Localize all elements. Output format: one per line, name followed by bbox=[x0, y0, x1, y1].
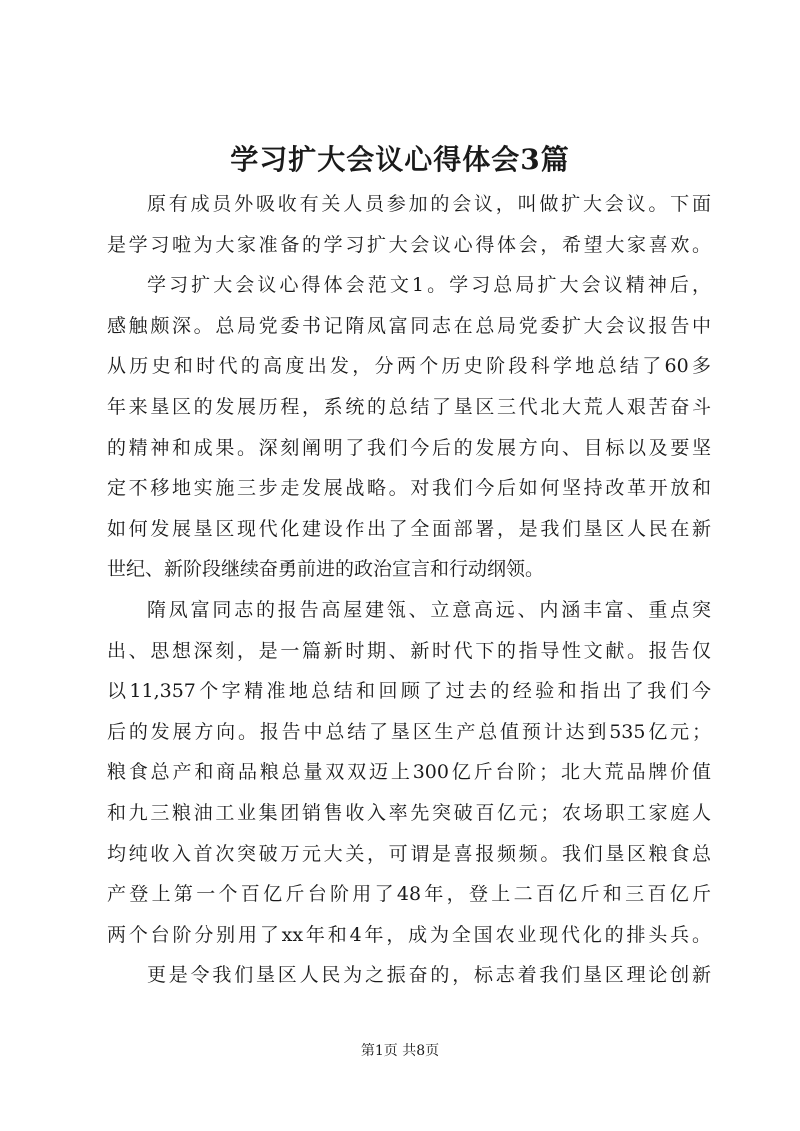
text-line: 隋凤富同志的报告高屋建瓴、立意高远、内涵丰富、重点突 bbox=[147, 598, 711, 621]
page-number-footer: 第1页 共8页 bbox=[360, 1043, 440, 1059]
text-line: 两个台阶分别用了xx年和4年，成为全国农业现代化的排头兵。 bbox=[107, 923, 711, 946]
text-line: 出、思想深刻，是一篇新时期、新时代下的指导性文献。报告仅 bbox=[107, 639, 711, 662]
text-line: 产登上第一个百亿斤台阶用了48年，登上二百亿斤和三百亿斤 bbox=[107, 883, 711, 906]
document-title: 学习扩大会议心得体会3篇 bbox=[230, 143, 570, 176]
text-line: 更是令我们垦区人民为之振奋的，标志着我们垦区理论创新 bbox=[147, 964, 711, 987]
text-line: 感触颇深。总局党委书记隋凤富同志在总局党委扩大会议报告中 bbox=[107, 314, 711, 337]
text-line: 如何发展垦区现代化建设作出了全面部署，是我们垦区人民在新 bbox=[107, 517, 711, 540]
text-line: 年来垦区的发展历程，系统的总结了垦区三代北大荒人艰苦奋斗 bbox=[107, 395, 711, 418]
text-line: 世纪、新阶段继续奋勇前进的政治宣言和行动纲领。 bbox=[107, 558, 545, 581]
text-line: 均纯收入首次突破万元大关，可谓是喜报频频。我们垦区粮食总 bbox=[107, 842, 711, 865]
text-line: 的精神和成果。深刻阐明了我们今后的发展方向、目标以及要坚 bbox=[107, 436, 711, 459]
text-line: 定不移地实施三步走发展战略。对我们今后如何坚持改革开放和 bbox=[107, 477, 711, 500]
text-line: 学习扩大会议心得体会范文1。学习总局扩大会议精神后， bbox=[147, 274, 711, 297]
text-line: 后的发展方向。报告中总结了垦区生产总值预计达到535亿元； bbox=[107, 720, 711, 743]
document-body bbox=[107, 184, 711, 996]
text-line: 是学习啦为大家准备的学习扩大会议心得体会，希望大家喜欢。 bbox=[107, 233, 711, 256]
text-line: 和九三粮油工业集团销售收入率先突破百亿元；农场职工家庭人 bbox=[107, 801, 711, 824]
text-line: 以11,357个字精准地总结和回顾了过去的经验和指出了我们今 bbox=[107, 680, 711, 703]
text-line: 粮食总产和商品粮总量双双迈上300亿斤台阶；北大荒品牌价值 bbox=[107, 761, 711, 784]
text-line: 原有成员外吸收有关人员参加的会议，叫做扩大会议。下面 bbox=[147, 193, 711, 215]
text-line: 从历史和时代的高度出发，分两个历史阶段科学地总结了60多 bbox=[107, 355, 711, 378]
